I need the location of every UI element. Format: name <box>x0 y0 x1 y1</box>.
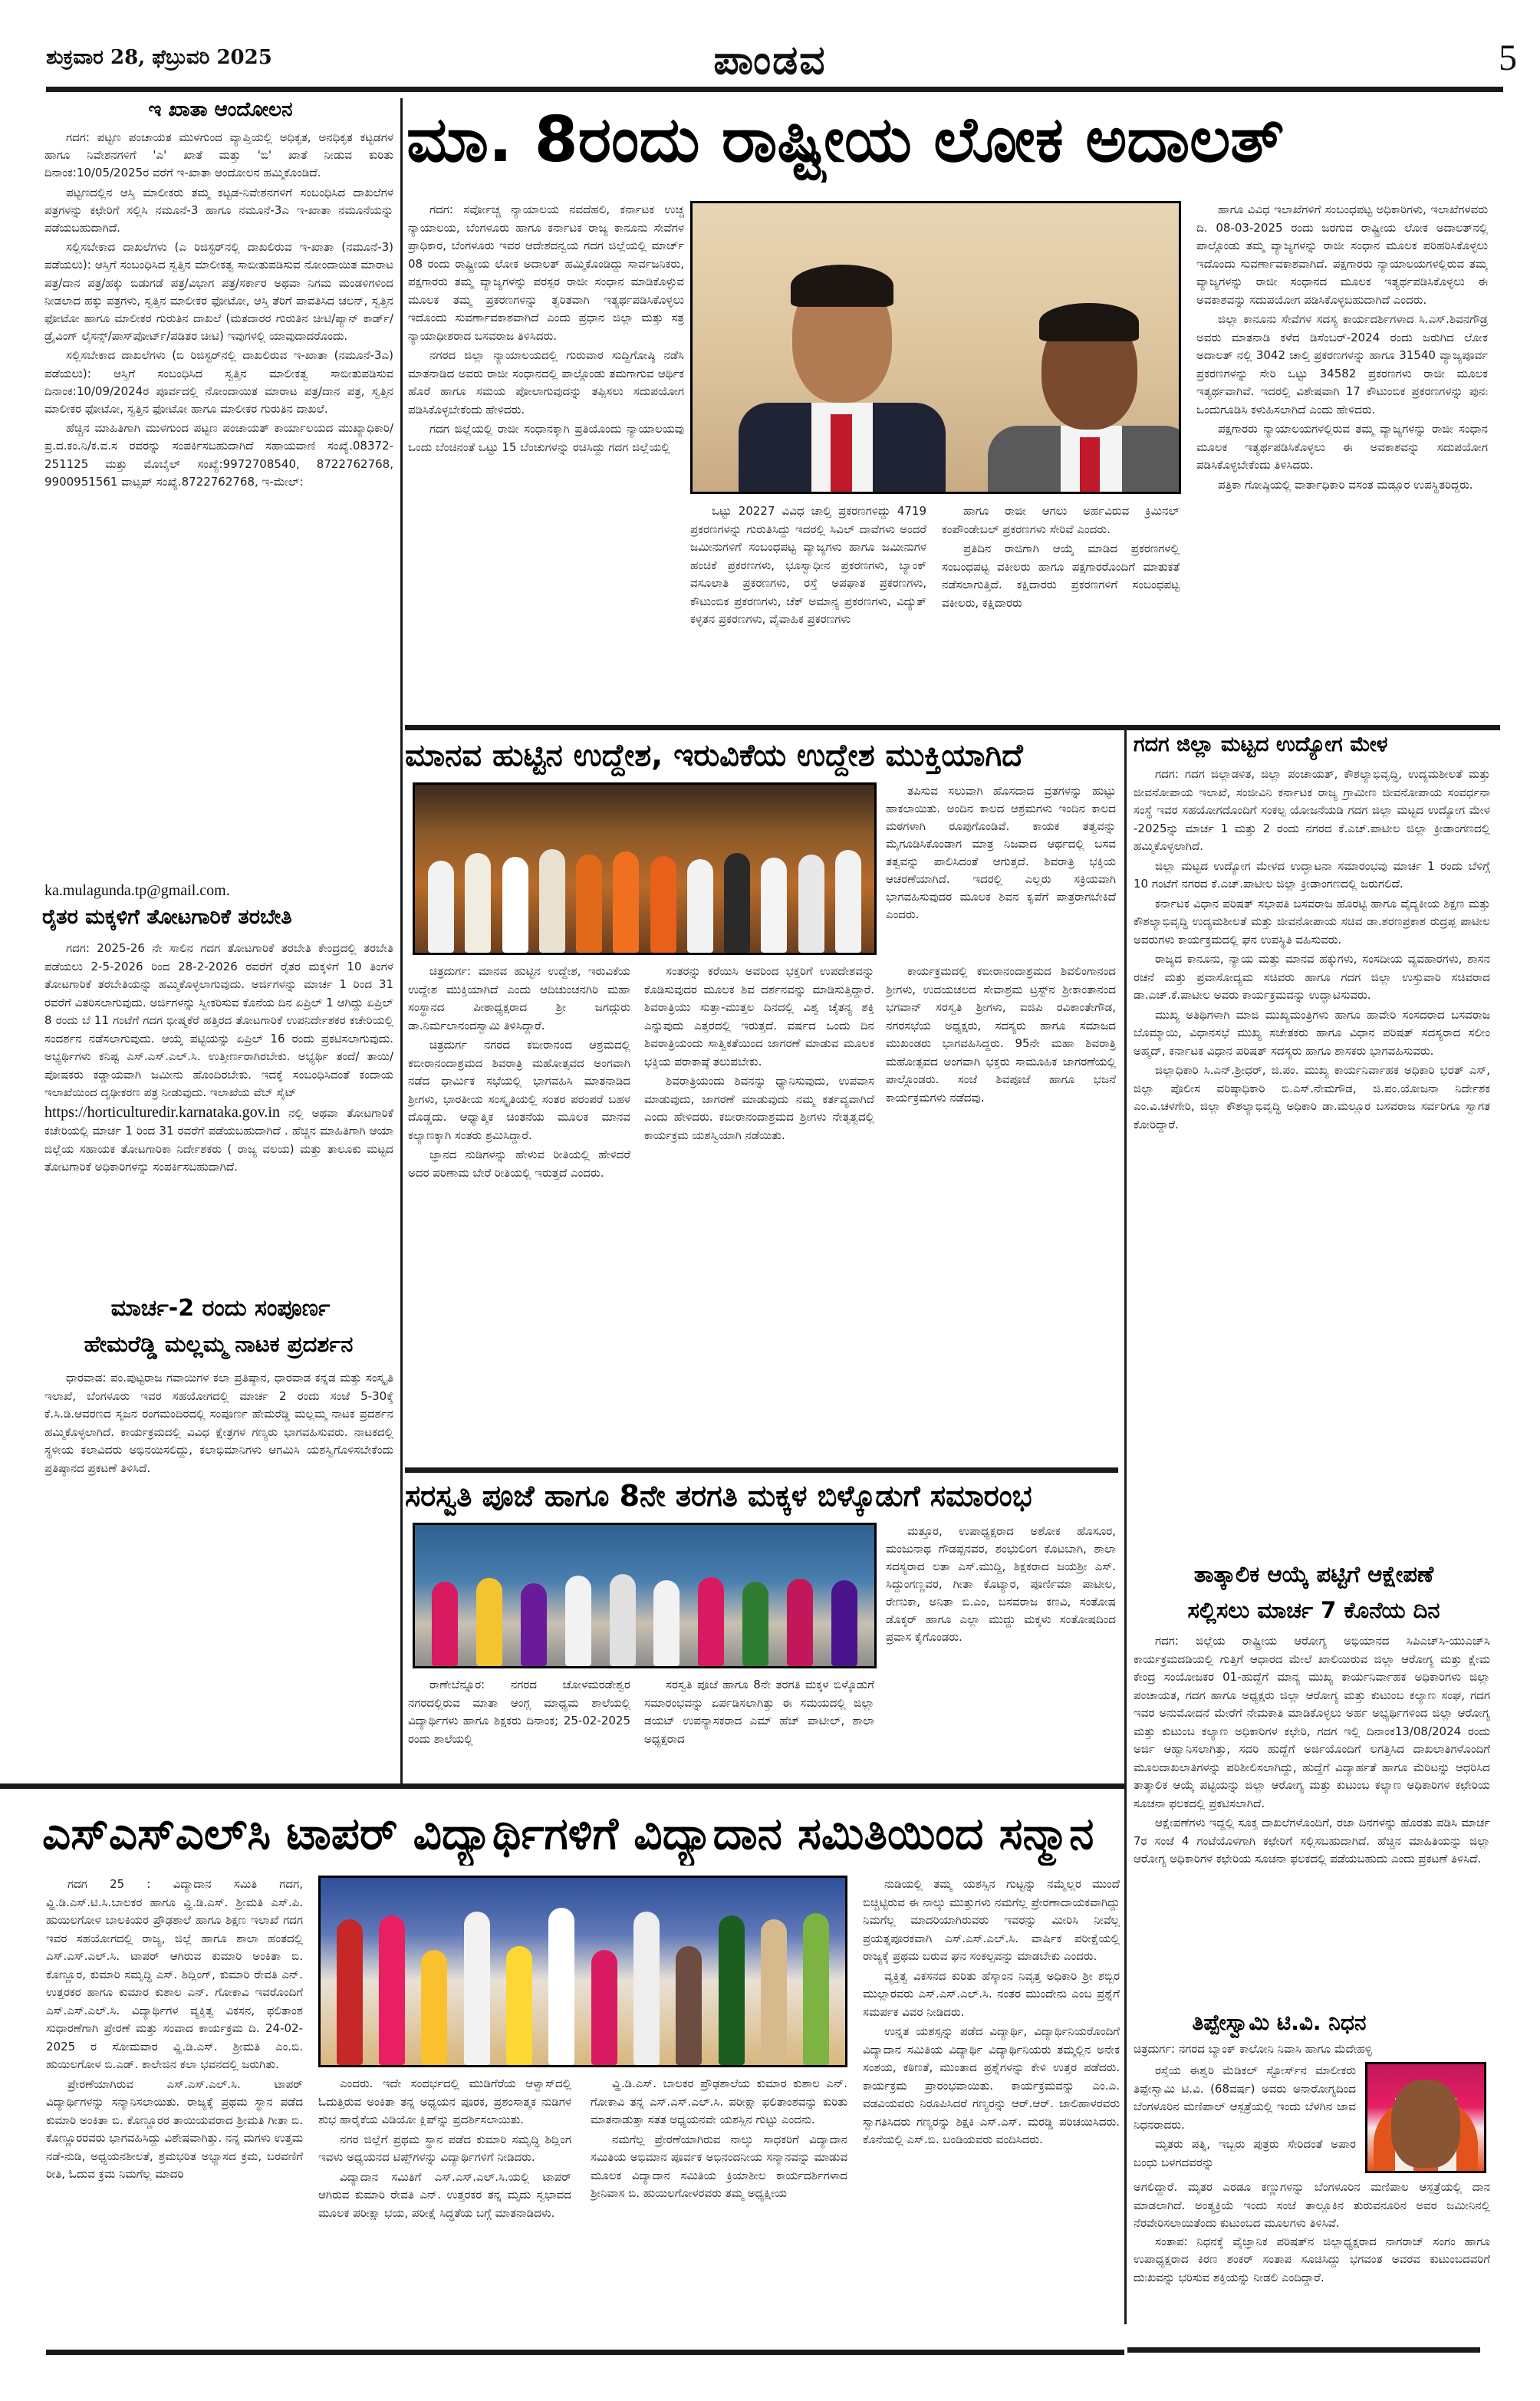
paragraph: ಹಾಗೂ ವಿವಿಧ ಇಲಾಖೆಗಳಿಗೆ ಸಂಬಂಧಪಟ್ಟ ಅಧಿಕಾರಿಗಳು, ಇಲಾಖೆಗಳವರು ದಿ. 08-03-2025 ರಂದು ಜರಗುವ ರಾಷ್ಟ್ರೀಯ ಲೋಕ ಅದಾಲತ್‌ನಲ್ಲಿ ಪಾಲ್ಗೊಂಡು ತಮ್ಮ ವ್ಯಾಜ್ಯಗಳನ್ನು ರಾಜೀ ಸಂಧಾನ ಮೂಲಕ ಪರಿಹರಿಸಿಕೊಳ್ಳಲು ಇದೊಂದು ಸುವರ್ಣಾವಕಾಶವಾಗಿದೆ. ಪಕ್ಷಗಾರರು ನ್ಯಾಯಾಲಯಗಳಲ್ಲಿರುವ ತಮ್ಮ ವ್ಯಾಜ್ಯಗಳನ್ನು ರಾಜೀ ಸಂಧಾನದ ಮೂಲಕ ಇತ್ಯರ್ಥಪಡಿಸಿಕೊಳ್ಳಲು ಈ ಅವಕಾಶವನ್ನು ಸದುಪಯೋಗ ಪಡಿಸಿಕೊಳ್ಳಬಹುದಾಗಿದೆ ಎಂದರು. <box>1196 203 1488 307</box>
article-column <box>644 1676 874 1776</box>
headline-lok-adalat: ಮಾ. 8ರಂದು ರಾಷ್ಟ್ರೀಯ ಲೋಕ ಅದಾಲತ್ <box>406 104 1285 176</box>
section-rule <box>46 2350 1124 2355</box>
paragraph: ಸಲ್ಲಿಸಬೇಕಾದ ದಾಖಲೆಗಳು (ಎ ರಿಜಿಸ್ಟರ್‌ನಲ್ಲಿ ದಾಖಲಿರುವ ಇ-ಖಾತಾ (ನಮೂನೆ-3) ಪಡೆಯಲು): ಆಸ್ತಿಗೆ ಸಂಬಂಧಿಸಿದ ಸ್ವತ್ತಿನ ಮಾಲೀಕತ್ವ ಸಾಬೀತುಪಡಿಸುವ ನೋಂದಾಯಿತ ಮಾರಾಟ ಪತ್ರ/ದಾನ ಪತ್ರ/ಹಕ್ಕು ಬಿಡುಗಡೆ ಪತ್ರ/ವಿಭಾಗ ಪತ್ರ/ಸರ್ಕಾರ ಅಥವಾ ನಿಗಮ ಮಂಡಳಿಗಳಿಂದ ನೀಡಲಾದ ಹಕ್ಕು ಪತ್ರಗಳು, ಸ್ವತ್ತಿನ ಮಾಲೀಕರ ಫೋಟೋ, ಆಸ್ತಿ ತೆರಿಗೆ ಪಾವತಿಸಿದ ಚಲನ್, ಸ್ವತ್ತಿನ ಫೋಟೋ ಹಾಗೂ ಮಾಲೀಕರ ಗುರುತಿನ ದಾಖಲೆ (ಮತದಾರರ ಗುರುತಿನ ಚೀಟಿ/ಪ್ಯಾನ್ ಕಾರ್ಡ್/ಡ್ರೈವಿಂಗ್ ಲೈಸನ್ಸ್/ಪಾಸ್‌ಪೋರ್ಟ್/ಪಡಿತರ ಚೀಟಿ) ಇವುಗಳಲ್ಲಿ ಯಾವುದಾದರೊಂದು. <box>44 240 393 344</box>
school-function-photo <box>413 1523 877 1668</box>
paragraph: ವ್ಯಕ್ತಿತ್ವ ವಿಕಸನದ ಕುರಿತು ಹೆಸ್ಕಾಂನ ನಿವೃತ್ತ ಅಧಿಕಾರಿ ಶ್ರೀ ಶಬ್ಬಿರ ಮುಲ್ಲಾರವರು ಎಸ್.ಎಸ್.ಎಲ್.ಸಿ. ನಂತರ ಮುಂದೇನು ಎಂಬ ಪ್ರಶ್ನೆಗೆ ಸಮರ್ಪಕ ವಿವರ ನೀಡಿದರು. <box>863 1968 1120 2019</box>
article-body <box>1134 1632 1490 2008</box>
paragraph: ಅಗಲಿದ್ದಾರೆ. ಮೃತರ ಎರಡೂ ಕಣ್ಣುಗಳನ್ನು ಬೆಂಗಳೂರಿನ ಮಣಿಪಾಲ ಆಸ್ಪತ್ರೆಯಲ್ಲಿ ದಾನ ಮಾಡಲಾಗಿದೆ. ಅಂತ್ಯಕ್ರಿಯೆ ಇಂದು ಸಂಜೆ ತಾಲ್ಲೂಕಿನ ತುರುವನೂರಿನ ಅವರ ಜಮೀನಿನಲ್ಲಿ ನೆರವೇರಿಸಲಾಯಿತೆಂದು ಕುಟುಂಬದ ಮೂಲಗಳು ತಿಳಿಸಿವೆ. <box>1134 2180 1490 2230</box>
paragraph: ನಗರ ಜಿಲ್ಲೆಗೆ ಪ್ರಥಮ ಸ್ಥಾನ ಪಡೆದ ಕುಮಾರಿ ಸಮೃದ್ಧಿ ಶಿದ್ಲಿಂಗ ಇವಳು ಅಧ್ಯಯನದ ಟಿಪ್ಸ್‌ಗಳನ್ನು ವಿದ್ಯಾರ್ಥಿಗಳಿಗೆ ನೀಡಿದರು. <box>318 2132 571 2164</box>
column-divider <box>400 98 403 1786</box>
headline-udyoga-mela: ಗದಗ ಜಿಲ್ಲಾ ಮಟ್ಟದ ಉದ್ಯೋಗ ಮೇಳ <box>1134 733 1388 756</box>
headline-objection-line2: ಸಲ್ಲಿಸಲು ಮಾರ್ಚ 7 ಕೊನೆಯ ದಿನ <box>1187 1597 1440 1623</box>
press-meet-photo <box>690 201 1181 494</box>
paragraph: ರಾಣೇಬೆನ್ನೂರ: ನಗರದ ಚೋಳಮರಡೇಶ್ವರ ನಗರದಲ್ಲಿರುವ ಮಾತಾ ಆಂಗ್ಲ ಮಾಧ್ಯಮ ಶಾಲೆಯಲ್ಲಿ ವಿದ್ಯಾರ್ಥಿಗಳು ಹಾಗೂ ಶಿಕ್ಷಕರು ದಿನಾಂಕ; 25-02-2025 ರಂದು ಶಾಲೆಯಲ್ಲಿ <box>408 1678 630 1746</box>
headline-saraswati: ಸರಸ್ವತಿ ಪೂಜೆ ಹಾಗೂ 8ನೇ ತರಗತಿ ಮಕ್ಕಳ ಬಿಳ್ಕೊಡುಗೆ ಸಮಾರಂಭ <box>405 1479 1032 1513</box>
crowd-figures <box>415 827 874 953</box>
paragraph: ಸಲ್ಲಿಸಬೇಕಾದ ದಾಖಲೆಗಳು (ಬಿ ರಿಜಿಸ್ಟರ್‌ನಲ್ಲಿ ದಾಖಲಿರುವ ಇ-ಖಾತಾ (ನಮೂನೆ-3ಎ) ಪಡೆಯಲು): ಆಸ್ತಿಗೆ ಸಂಬಂಧಿಸಿದ ಸ್ವತ್ತಿನ ಮಾಲೀಕತ್ವ ಸಾಬೀತುಪಡಿಸುವ ದಿನಾಂಕ:10/09/2024ರ ಪೂರ್ವದಲ್ಲಿ ನೋಂದಾಯಿತ ಮಾರಾಟ ಪತ್ರ/ದಾನ ಪತ್ರ, ಸ್ವತ್ತಿನ ಮಾಲೀಕರ ಫೋಟೋ, ಸ್ವತ್ತಿನ ಫೋಟೋ ಹಾಗೂ ಮಾಲೀಕರ ಗುರುತಿನ ದಾಖಲೆ. <box>44 348 393 417</box>
paragraph: ಮತ್ತೂರ, ಉಪಾಧ್ಯಕ್ಷರಾದ ಅಶೋಕ ಹೊಸೂರ, ಮಂಜುನಾಥ ಗೌಡಪ್ಪನವರ, ಶಂಭುಲಿಂಗ ಕೊಟಬಾಗಿ, ಶಾಲಾ ಸದಸ್ಯರಾದ ಲತಾ ಎಸ್.ಮುದ್ದಿ, ಶಿಕ್ಷಕರಾದ ಜಯಶ್ರೀ ಎಸ್. ಸಿದ್ದುಂಗಣ್ಣವರ, ಗೀತಾ ಕೊಟ್ಯಾರ, ಪೂರ್ಣಿಮಾ ಪಾಟೀಲ, ರೇಣುಕಾ, ಅನಿತಾ ಬಿ.ಎಂ, ಬಸವರಾಜ ಕಣವಿ, ಸಂತೋಷ ಡೊಕ್ಕರ್ ಹಾಗೂ ಎಲ್ಲಾ ಮುದ್ದು ಮಕ್ಕಳು ಸಂತೋಷದಿಂದ ಪ್ರವಾಸ ಕೈಗೊಂಡರು. <box>886 1524 1116 1644</box>
paragraph: ರಾಜ್ಯದ ಕಾನೂನು, ನ್ಯಾಯ ಮತ್ತು ಮಾನವ ಹಕ್ಕುಗಳು, ಸಂಸದೀಯ ವ್ಯವಹಾರಗಳು, ಶಾಸನ ರಚನೆ ಮತ್ತು ಪ್ರವಾಸೋದ್ಯಮ ಸಚಿವರು ಹಾಗೂ ಗದಗ ಜಿಲ್ಲಾ ಉಸ್ತುವಾರಿ ಸಚಿವರಾದ ಡಾ.ಎಚ್.ಕೆ.ಪಾಟೀಲ ಅವರು ಕಾರ್ಯಕ್ರಮವನ್ನು ಉದ್ಘಾಟಿಸುವರು. <box>1134 952 1490 1002</box>
paragraph: ಗದಗ: ಗದಗ ಜಿಲ್ಲಾಡಳಿತ, ಜಿಲ್ಲಾ ಪಂಚಾಯತ್, ಕೌಶಲ್ಯಾಭಿವೃದ್ಧಿ, ಉದ್ಯಮಶೀಲತೆ ಮತ್ತು ಜೀವನೋಪಾಯ ಇಲಾಖೆ, ಸಂಜೀವಿನಿ ಕರ್ನಾಟಕ ರಾಜ್ಯ ಗ್ರಾಮೀಣ ಜೀವನೋಪಾಯ ಸಂವರ್ಧನಾ ಸಂಸ್ಥೆ ಇವರ ಸಹಯೋಗದೊಂದಿಗೆ ಸಂಕಲ್ಪ ಯೋಜನೆಯಡಿ ಗದಗ ಜಿಲ್ಲಾ ಮಟ್ಟದ ಉದ್ಯೋಗ ಮೇಳ -2025ನ್ನು ಮಾರ್ಚ 1 ಮತ್ತು 2 ರಂದು ನಗರದ ಕೆ.ಎಚ್.ಪಾಟೀಲ ಜಿಲ್ಲಾ ಕ್ರೀಡಾಂಗಣದಲ್ಲಿ ಹಮ್ಮಿಕೊಳ್ಳಲಾಗಿದೆ. <box>1134 767 1490 853</box>
sslc-felicitation-photo <box>318 1876 847 2067</box>
paragraph: ಚಿತ್ರದುರ್ಗ ನಗರದ ಕಬೀರಾನಂದ ಆಶ್ರಮದಲ್ಲಿ ಕಬೀರಾನಂದಾಶ್ರಮದ ಶಿವರಾತ್ರಿ ಮಹೋತ್ಸವದ ಅಂಗವಾಗಿ ನಡೆದ ಧಾರ್ಮಿಕ ಸಭೆಯಲ್ಲಿ ಭಾಗವಹಿಸಿ ಮಾತನಾಡಿದ ಶ್ರೀಗಳು, ಭಾರತೀಯ ಸಂಸ್ಕೃತಿಯಲ್ಲಿ ಸಂತರ ಪರಂಪರೆ ಬಹಳ ದೊಡ್ಡದು. ಆಧ್ಯಾತ್ಮಿಕ ಚಿಂತನೆಯ ಮೂಲಕ ಮಾನವ ಕಲ್ಯಾಣಕ್ಕಾಗಿ ಸಂತರು ಶ್ರಮಿಸಿದ್ದಾರೆ. <box>408 1038 630 1142</box>
paragraph: ಪಕ್ಷಗಾರರು ನ್ಯಾಯಾಲಯಗಳಲ್ಲಿರುವ ತಮ್ಮ ವ್ಯಾಜ್ಯಗಳನ್ನು ರಾಜೀ ಸಂಧಾನ ಮೂಲಕ ಇತ್ಯರ್ಥಪಡಿಸಿಕೊಳ್ಳಲು ಈ ಅವಕಾಶವನ್ನು ಸದುಪಯೋಗ ಪಡಿಸಿಕೊಳ್ಳಬೇಕೆಂದು ತಿಳಿಸಿದರು. <box>1196 422 1488 472</box>
paragraph: ಧಾರವಾಡ: ಪಂ.ಪುಟ್ಟರಾಜ ಗವಾಯಿಗಳ ಕಲಾ ಪ್ರತಿಷ್ಠಾನ, ಧಾರವಾಡ ಕನ್ನಡ ಮತ್ತು ಸಂಸ್ಕೃತಿ ಇಲಾಖೆ, ಬೆಂಗಳೂರು ಇವರ ಸಹಯೋಗದಲ್ಲಿ ಮಾರ್ಚ 2 ರಂದು ಸಂಜೆ 5-30ಕ್ಕೆ ಕೆ.ಸಿ.ಡಿ.ಆವರಣದ ಸೃಜನ ರಂಗಮಂದಿರದಲ್ಲಿ ಸಂಪೂರ್ಣ ಹೇಮರೆಡ್ಡಿ ಮಲ್ಲಮ್ಮ ನಾಟಕ ಪ್ರದರ್ಶನ ಹಮ್ಮಿಕೊಳ್ಳಲಾಗಿದೆ. ಕಾರ್ಯಕ್ರಮದಲ್ಲಿ ವಿವಿಧ ಕ್ಷೇತ್ರಗಳ ಗಣ್ಯರು ಭಾಗವಹಿಸುವರು. ನಾಟಕದಲ್ಲಿ ಸ್ಥಳೀಯ ಕಲಾವಿದರು ಅಭಿನಯಿಸಲಿದ್ದು, ಕಲಾಭಿಮಾನಿಗಳು ಆಗಮಿಸಿ ಯಶಸ್ವಿಗೊಳಿಸಬೇಕೆಂದು ಪ್ರತಿಷ್ಠಾನದ ಪ್ರಕಟಣೆ ತಿಳಿಸಿದೆ. <box>44 1371 393 1475</box>
paragraph: ಕರ್ನಾಟಕ ವಿಧಾನ ಪರಿಷತ್ ಸಭಾಪತಿ ಬಸವರಾಜ ಹೊರಟ್ಟಿ ಹಾಗೂ ವೈದ್ಯಕೀಯ ಶಿಕ್ಷಣ ಮತ್ತು ಕೌಶಲ್ಯಾಭಿವೃದ್ಧಿ ಉದ್ಯಮಶೀಲತೆ ಮತ್ತು ಜೀವನೋಪಾಯ ಸಚಿವ ಡಾ.ಶರಣಪ್ರಕಾಶ ರುದ್ರಪ್ಪ ಪಾಟೀಲ ಅವರುಗಳು ಕಾರ್ಯಕ್ರಮದಲ್ಲಿ ಘನ ಉಪಸ್ಥಿತಿ ವಹಿಸುವರು. <box>1134 896 1490 947</box>
article-column <box>886 963 1116 1461</box>
paragraph: ಜ್ಞಾನದ ನುಡಿಗಳನ್ನು ಹೇಳುವ ರೀತಿಯಲ್ಲಿ ಹೇಳಿದರೆ ಅದರ ಪರಿಣಾಮ ಬೇರೆ ರೀತಿಯಲ್ಲಿ ಇರುತ್ತದೆ ಎಂದರು. <box>408 1148 630 1180</box>
article-body <box>44 129 393 884</box>
headline-e-khata: ಇ ಖಾತಾ ಆಂದೋಲನ <box>148 98 293 121</box>
crowd-figures <box>321 1925 845 2065</box>
paragraph: ಶಿವರಾತ್ರಿಯಂದು ಶಿವನನ್ನು ಧ್ಯಾನಿಸುವುದು, ಉಪವಾಸ ಮಾಡುವುದು, ಜಾಗರಣೆ ಮಾಡುವುದು ನಮ್ಮ ಕರ್ತವ್ಯವಾಗಿದೆ ಎಂದು ಹೇಳಿದರು. ಕಬೀರಾನಂದಾಶ್ರಮದ ಶ್ರೀಗಳು ನೇತೃತ್ವದಲ್ಲಿ ಕಾರ್ಯಕ್ರಮ ಯಶಸ್ವಿಯಾಗಿ ನಡೆಯಿತು. <box>644 1074 874 1142</box>
paragraph: ಚಿತ್ರದುರ್ಗ: ಮಾನವ ಹುಟ್ಟಿನ ಉದ್ದೇಶ, ಇರುವಿಕೆಯ ಉದ್ದೇಶ ಮುಕ್ತಿಯಾಗಿದೆ ಎಂದು ಆದಿಚುಂಚನಗಿರಿ ಮಹಾ ಸಂಸ್ಥಾನದ ಪೀಠಾಧ್ಯಕ್ಷರಾದ ಶ್ರೀ ಜಗದ್ಗುರು ಡಾ.ನಿರ್ಮಲಾನಂದಸ್ವಾಮಿ ತಿಳಿಸಿದ್ದಾರೆ. <box>408 964 630 1033</box>
masthead-rule <box>46 87 1503 92</box>
paragraph: ನುಡಿಯಲ್ಲಿ ತಮ್ಮ ಯಶಸ್ಸಿನ ಗುಟ್ಟನ್ನು ನಮ್ಮೆಲ್ಲರ ಮುಂದೆ ಬಿಚ್ಚಿಟ್ಟಿರುವ ಈ ನಾಲ್ಕು ಮುತ್ತುಗಳು ನಮಗೆಲ್ಲ ಪ್ರೇರಣಾದಾಯಕವಾಗಿದ್ದು ನಿಮಗೆಲ್ಲ ಮಾದರಿಯಾಗಿರುವರು ಇವರನ್ನು ಮೀರಿಸಿ ನೀವೆಲ್ಲ ಪ್ರಯತ್ನಪೂರಕವಾಗಿ ಎಸ್.ಎಸ್.ಎಲ್.ಸಿ. ವಾರ್ಷಿಕ ಪರೀಕ್ಷೆಯಲ್ಲಿ ರಾಜ್ಯಕ್ಕೆ ಪ್ರಥಮ ಬರುವ ಘನ ಸಂಕಲ್ಪವನ್ನು ಮಾಡಬೇಕು ಎಂದರು. <box>863 1877 1120 1963</box>
headline-hemareddy-line2: ಹೇಮರೆಡ್ಡಿ ಮಲ್ಲಮ್ಮ ನಾಟಕ ಪ್ರದರ್ಶನ <box>84 1331 354 1357</box>
paragraph: ಮೃತರು ಪತ್ನಿ, ಇಬ್ಬರು ಪುತ್ರರು ಸೇರಿದಂತೆ ಅಪಾರ ಬಂಧು ಬಳಗದವರನ್ನು <box>1134 2137 1356 2169</box>
paragraph: ಕಾರ್ಯಕ್ರಮದಲ್ಲಿ ಕಬೀರಾನಂದಾಶ್ರಮದ ಶಿವಲಿಂಗಾನಂದ ಶ್ರೀಗಳು, ಉದಯಚಲದ ಸೇವಾಶ್ರಮ ಟ್ರಸ್ಟ್‌ನ ಶ್ರೀಕಾಂತಾನಂದ ಭಗವಾನ್ ಸರಸ್ವತಿ ಶ್ರೀಗಳು, ಐಜಿಪಿ ರವಿಕಾಂತೇಗೌಡ, ನಗರಸಭೆಯ ಅಧ್ಯಕ್ಷರು, ಸದಸ್ಯರು ಹಾಗೂ ಸಮಾಜದ ಮುಖಂಡರು ಭಾಗವಹಿಸಿದ್ದರು. 95ನೇ ಮಹಾ ಶಿವರಾತ್ರಿ ಮಹೋತ್ಸವದ ಅಂಗವಾಗಿ ಭಕ್ತರು ಸಾಮೂಹಿಕ ಜಾಗರಣೆಯಲ್ಲಿ ಪಾಲ್ಗೊಂಡರು. ಸಂಜೆ ಶಿವಪೂಜೆ ಹಾಗೂ ಭಜನೆ ಕಾರ್ಯಕ್ರಮಗಳು ನಡೆದವು. <box>886 964 1116 1105</box>
paragraph: ಆಕ್ಷೇಪಣೆಗಳು ಇದ್ದಲ್ಲಿ ಸೂಕ್ತ ದಾಖಲೆಗಳೊಂದಿಗೆ, ರಜಾ ದಿನಗಳನ್ನು ಹೊರತು ಪಡಿಸಿ ಮಾರ್ಚ 7ರ ಸಂಜೆ 4 ಗಂಟೆಯೊಳಗಾಗಿ ಕಛೇರಿಗೆ ಸಲ್ಲಿಸಬಹುದಾಗಿದೆ. ಹೆಚ್ಚಿನ ಮಾಹಿತಿಯನ್ನು ಜಿಲ್ಲಾ ಆರೋಗ್ಯ ಅಧಿಕಾರಿಗಳ ಕಛೇರಿಯ ಸೂಚನಾ ಫಲಕದಲ್ಲಿ ಪಡೆಯಬಹುದು ಎಂದು ಪ್ರಕಟಣೆ ತಿಳಿಸಿದೆ. <box>1134 1816 1490 1866</box>
paragraph: ನಮಗೆಲ್ಲ ಪ್ರೇರಣೆಯಾಗಿರುವ ನಾಲ್ಕು ಸಾಧಕರಿಗೆ ವಿದ್ಯಾದಾನ ಸಮಿತಿಯ ಅಭಿಮಾನ ಪೂರ್ವಕ ಅಭಿನಂದನೀಯ ಸನ್ಮಾನವನ್ನು ಮಾಡುವ ಮೂಲಕ ವಿದ್ಯಾದಾನ ಸಮಿತಿಯ ಕ್ರಿಯಾಶೀಲ ಕಾರ್ಯದರ್ಶಿಗಳಾದ ಶ್ರೀನಿವಾಸ ಬಿ. ಹುಯಿಲಗೋಳರವರು ತಮ್ಮ ಅಧ್ಯಕ್ಷೀಯ <box>591 2132 847 2200</box>
obituary-lead <box>1134 2040 1490 2062</box>
ashrama-event-photo <box>413 782 877 955</box>
article-column <box>318 2075 571 2347</box>
paragraph: ವಿದ್ಯಾದಾನ ಸಮಿತಿಗೆ ಎಸ್.ಎಸ್.ಎಲ್.ಸಿ.ಯಲ್ಲಿ ಟಾಪರ್ ಆಗಿರುವ ಕುಮಾರಿ ರೇವತಿ ಎನ್. ಉತ್ತರಕರ ತನ್ನ ಮೃದು ಸ್ವಭಾವದ ಮೂಲಕ ಪರೀಕ್ಷಾ ಭಯ, ಪರೀಕ್ಷೆ ಸಿದ್ಧತೆಯ ಬಗ್ಗೆ ಮಾತನಾಡಿದಳು. <box>318 2169 571 2220</box>
paragraph: ಸಂತರನ್ನು ಕರೆಯಿಸಿ ಅವರಿಂದ ಭಕ್ತರಿಗೆ ಉಪದೇಶವನ್ನು ಕೊಡಿಸುವುದರ ಮೂಲಕ ಶಿವ ದರ್ಶನವನ್ನು ಮಾಡಿಸುತ್ತಿದ್ದಾರೆ. ಶಿವರಾತ್ರಿಯು ಸುತ್ತಾ-ಮುತ್ತಲ ದಿನದಲ್ಲಿ ವಿಶ್ವ ಚೈತನ್ಯ ಶಕ್ತಿ ಎನ್ನುವುದು ಎತ್ತರದಲ್ಲಿ ಇರುತ್ತದೆ. ವರ್ಷದ ಒಂದು ದಿನ ಶಿವರಾತ್ರಿಯಂದು ಸಾತ್ವಿಕತೆಯಿಂದ ಜಾಗರಣೆ ಮಾಡುವ ಮೂಲಕ ಭಕ್ತಿಯ ಪರಾಕಾಷ್ಠೆ ತಲುಪಬೇಕು. <box>644 964 874 1069</box>
paragraph: ಸರಸ್ವತಿ ಪೂಜೆ ಹಾಗೂ 8ನೇ ತರಗತಿ ಮಕ್ಕಳ ಬಿಳ್ಕೊಡುಗೆ ಸಮಾರಂಭವನ್ನು ಏರ್ಪಡಿಸಲಾಗಿತ್ತು ಈ ಸಮಯದಲ್ಲಿ ಜಿಲ್ಲಾ ಡಯಟ್ ಉಪನ್ಯಾಸಕರಾದ ಎಮ್ ಹೆಚ್ ಪಾಟೀಲ್, ಶಾಲಾ ಅಧ್ಯಕ್ಷರಾದ <box>644 1678 874 1746</box>
paragraph: ಗದಗ: ಜಿಲ್ಲೆಯ ರಾಷ್ಟ್ರೀಯ ಆರೋಗ್ಯ ಅಭಿಯಾನದ ಸಿಪಿಎಚ್‌ಸಿ-ಯುಎಚ್‌ಸಿ ಕಾರ್ಯಕ್ರಮದಡಿಯಲ್ಲಿ ಗುತ್ತಿಗೆ ಆಧಾರದ ಮೇಲೆ ಖಾಲಿಯಿರುವ ಜಿಲ್ಲಾ ಆರೋಗ್ಯ ಮತ್ತು ಕ್ಷೇಮ ಕೇಂದ್ರ ಸಂಯೋಜಕರ 01-ಹುದ್ದೆಗೆ ಮಾನ್ಯ ಮುಖ್ಯ ಕಾರ್ಯನಿರ್ವಾಹಕ ಅಧಿಕಾರಿಗಳು ಜಿಲ್ಲಾ ಪಂಚಾಯತ, ಗದಗ ಹಾಗೂ ಅಧ್ಯಕ್ಷರು ಜಿಲ್ಲಾ ಆರೋಗ್ಯ ಮತ್ತು ಕುಟುಂಬ ಕಲ್ಯಾಣ ಸಂಘ, ಗದಗ ಇವರ ಅನುಮೋದನೆ ಮೇರೆಗೆ ನೇಮಕಾತಿ ಮಾಡಿಕೊಳ್ಳಲು ಅರ್ಹ ಅಭ್ಯರ್ಥಿಗಳಿಂದ ಜಿಲ್ಲಾ ಆರೋಗ್ಯ ಮತ್ತು ಕುಟುಂಬ ಕಲ್ಯಾಣ ಅಧಿಕಾರಿಗಳ ಕಛೇರಿ, ಗದಗ ಇಲ್ಲಿ ದಿನಾಂಕ13/08/2024 ರಂದು ಅರ್ಜಿ ಆಹ್ವಾನಿಸಲಾಗಿತ್ತು, ಸದರಿ ಹುದ್ದೆಗೆ ಅರ್ಜಿಯೊಂದಿಗೆ ಲಗತ್ತಿಸಿದ ದಾಖಲಾತಿಗಳೊಂದಿಗೆ ಮೂಲದಾಖಲಾತಿಗಳನ್ನು ಪರಿಶೀಲಿಸಲಾಗಿದ್ದು, ಹುದ್ದೆಗೆ ವಿದ್ಯಾರ್ಹತೆ ಹಾಗೂ ಮೆರಿಟನ್ನು ಆಧರಿಸಿದ ತಾತ್ಕಾಲಿಕ ಆಯ್ಕೆ ಪಟ್ಟಿಯನ್ನು ಜಿಲ್ಲಾ ಆರೋಗ್ಯ ಮತ್ತು ಕುಟುಂಬ ಕಲ್ಯಾಣ ಅಧಿಕಾರಿಗಳ ಕಛೇರಿಯ ಸೂಚನಾ ಫಲಕದಲ್ಲಿ ಪ್ರಕಟಿಸಲಾಗಿದೆ. <box>1134 1634 1490 1810</box>
person-figure <box>723 249 953 494</box>
article-column <box>591 2075 847 2347</box>
paragraph: ಗದಗ: ಸರ್ವೋಚ್ಚ ನ್ಯಾಯಾಲಯ ನವದೆಹಲಿ, ಕರ್ನಾಟಕ ಉಚ್ಚ ನ್ಯಾಯಾಲಯ, ಬೆಂಗಳೂರು ಹಾಗೂ ಕರ್ನಾಟಕ ರಾಜ್ಯ ಕಾನೂನು ಸೇವೆಗಳ ಪ್ರಾಧಿಕಾರ, ಬೆಂಗಳೂರು ಇವರ ಆದೇಶದನ್ವಯ ಗದಗ ಜಿಲ್ಲೆಯಲ್ಲಿ ಮಾರ್ಚ್ 08 ರಂದು ರಾಷ್ಟ್ರೀಯ ಲೋಕ ಅದಾಲತ್ ಹಮ್ಮಿಕೊಂಡಿದ್ದು ಸಾರ್ವಜನಿಕರು, ಪಕ್ಷಗಾರರು ತಮ್ಮ ವ್ಯಾಜ್ಯಗಳನ್ನು ಪರಸ್ಪರ ರಾಜೀ ಸಂಧಾನ ಮಾಡಿಕೊಳ್ಳುವ ಮೂಲಕ ತಮ್ಮ ಪ್ರಕರಣಗಳನ್ನು ತ್ವರಿತವಾಗಿ ಇತ್ಯರ್ಥಪಡಿಸಿಕೊಳ್ಳಲು ಇದೊಂದು ಸುವರ್ಣಾವಕಾಶವಾಗಿದೆ ಎಂದು ಪ್ರಧಾನ ಜಿಲ್ಲಾ ಮತ್ತು ಸತ್ರ ನ್ಯಾಯಾಧೀಶರಾದ ಬಸವರಾಜ ತಿಳಿಸಿದರು. <box>408 203 684 343</box>
paragraph: ಪ್ರತಿದಿನ ರಾಜಿಗಾಗಿ ಆಯ್ಕೆ ಮಾಡಿದ ಪ್ರಕರಣಗಳಲ್ಲಿ ಸಂಬಂಧಪಟ್ಟ ವಕೀಲರು ಹಾಗೂ ಪಕ್ಷಗಾರರೊಂದಿಗೆ ಮಾತುಕತೆ ನಡೆಸಲಾಗುತ್ತಿದೆ. ಕಕ್ಷಿದಾರರು ಪ್ರಕರಣಗಳಿಗೆ ಸಂಬಂಧಪಟ್ಟ ವಕೀಲರು, ಕಕ್ಷಿದಾರರು <box>942 542 1180 610</box>
paragraph: ಹೆಚ್ಚಿನ ಮಾಹಿತಿಗಾಗಿ ಮುಳಗುಂದ ಪಟ್ಟಣ ಪಂಚಾಯತ್ ಕಾರ್ಯಾಲಯದ ಮುಖ್ಯಾಧಿಕಾರಿ/ಪ್ರ.ದ.ಕಂ.ನಿ/ಕ.ವ.ಸ ರವರನ್ನು ಸಂಪರ್ಕಿಸಬಹುದಾಗಿದೆ ಸಹಾಯವಾಣಿ ಸಂಖ್ಯೆ.08372-251125 ಮತ್ತು ಮೊಬೈಲ್ ಸಂಖ್ಯೆ:9972708540, 8722762768, 9900951561 ವಾಟ್ಸಪ್ ಸಂಖ್ಯೆ.8722762768, ಇ-ಮೇಲ್: <box>44 421 393 489</box>
article-column <box>408 963 630 1461</box>
section-rule <box>0 1783 1124 1789</box>
paragraph: ಜಿಲ್ಲಾಧಿಕಾರಿ ಸಿ.ಎನ್.ಶ್ರೀಧರ್, ಜಿ.ಪಂ. ಮುಖ್ಯ ಕಾರ್ಯನಿರ್ವಾಹಕ ಅಧಿಕಾರಿ ಭರತ್ ಎಸ್, ಜಿಲ್ಲಾ ಪೊಲೀಸ ವರಿಷ್ಠಾಧಿಕಾರಿ ಬಿ.ಎಸ್.ನೇಮಗೌಡ, ಜಿ.ಪಂ.ಯೋಜನಾ ನಿರ್ದೇಶಕ ಎಂ.ವಿ.ಚಳಗೇರಿ, ಜಿಲ್ಲಾ ಕೌಶಲ್ಯಾಭಿವೃದ್ಧಿ ಅಧಿಕಾರಿ ಡಾ.ಮಲ್ಲೂರ ಬಸವರಾಜ ಸರ್ವರಿಗೂ ಸ್ವಾಗತ ಕೋರಿದ್ದಾರೆ. <box>1134 1063 1490 1131</box>
paragraph: ಎಂದರು. ಇದೇ ಸಂದರ್ಭದಲ್ಲಿ ಮುಡಿಗೆರೆಯ ಆಳ್ವಾಸ್‌ದಲ್ಲಿ ಓದುತ್ತಿರುವ ಅಂಕಿತಾ ತನ್ನ ಅಧ್ಯಯನ ಪೂರಕ, ಪ್ರಶಂಸಾತ್ಮಕ ನುಡಿಗಳ ಶುಭ ಹಾರೈಕೆಯ ವಿಡಿಯೋ ಕ್ಲಿಪ್‌ನ್ನು ಪ್ರದರ್ಶಿಸಲಾಯಿತು. <box>318 2077 571 2126</box>
article-column <box>886 1523 1116 1668</box>
headline-sslc: ಎಸ್‌ಎಸ್‌ಎಲ್‌ಸಿ ಟಾಪರ್ ವಿದ್ಯಾರ್ಥಿಗಳಿಗೆ ವಿದ್ಯಾದಾನ ಸಮಿತಿಯಿಂದ ಸನ್ಮಾನ <box>42 1807 1094 1859</box>
column-divider <box>1124 1795 1127 2324</box>
paragraph: ಸಂತಾಪ: ನಿಧನಕ್ಕೆ ವೈಜ್ಞಾನಿಕ ಪರಿಷತ್‌ನ ಜಿಲ್ಲಾಧ್ಯಕ್ಷರಾದ ನಾಗರಾಜ್ ಸಂಗಂ ಹಾಗೂ ಉಪಾಧ್ಯಕ್ಷರಾದ ಕಿರಣ ಶಂಕರ್ ಸಂತಾಪ ಸೂಚಿಸಿದ್ದು ಭಗವಂತ ಅವರವ ಕುಟುಂಬದವರಿಗೆ ದುಃಖವನ್ನು ಭರಿಸುವ ಶಕ್ತಿಯನ್ನು ನೀಡಲಿ ಎಂದಿದ್ದಾರೆ. <box>1134 2234 1490 2284</box>
paragraph: ಹಾಗೂ ರಾಜೀ ಆಗಲು ಅರ್ಹವಿರುವ ಕ್ರಿಮಿನಲ್ ಕಂಪೌಂಡೇಬಲ್ ಪ್ರಕರಣಗಳು ಸೇರಿವೆ ಎಂದರು. <box>942 504 1180 536</box>
headline-obituary: ತಿಪ್ಪೇಸ್ವಾಮಿ ಟಿ.ವಿ. ನಿಧನ <box>1192 2010 1367 2035</box>
paragraph: ಗದಗ ಜಿಲ್ಲೆಯಲ್ಲಿ ರಾಜೀ ಸಂಧಾನಕ್ಕಾಗಿ ಪ್ರತಿಯೊಂದು ನ್ಯಾಯಾಲಯವು ಒಂದು ಬೆಂಚಿನಂತೆ ಒಟ್ಟು 15 ಬೆಂಚುಗಳನ್ನು ರಚಿಸಿದ್ದು ಗದಗ ಜಿಲ್ಲೆಯಲ್ಲಿ <box>408 422 684 454</box>
article-column <box>1134 2179 1490 2343</box>
headline-manava: ಮಾನವ ಹುಟ್ಟಿನ ಉದ್ದೇಶ, ಇರುವಿಕೆಯ ಉದ್ದೇಶ ಮುಕ್ತಿಯಾಗಿದೆ <box>405 738 1023 773</box>
paragraph: ರಸ್ತೆಯ ಈಶ್ವರಿ ಮೆಡಿಕಲ್ ಸ್ಟೋರ್ಸ್‌ನ ಮಾಲೀಕರು ತಿಪ್ಪೇಸ್ವಾಮಿ ಟಿ.ವಿ. (68ವರ್ಷ) ಅವರು ಅನಾರೋಗ್ಯದಿಂದ ಬೆಂಗಳೂರಿನ ಮಣಿಪಾಲ್ ಆಸ್ಪತ್ರೆಯಲ್ಲಿ ಇಂದು ಬೆಳಗಿನ ಜಾವ ನಿಧನರಾದರು. <box>1134 2063 1356 2132</box>
paragraph: ಜಿಲ್ಲಾ ಮಟ್ಟದ ಉದ್ಯೋಗ ಮೇಳದ ಉದ್ಘಾಟನಾ ಸಮಾರಂಭವು ಮಾರ್ಚ 1 ರಂದು ಬೆಳಿಗ್ಗೆ 10 ಗಂಟೆಗೆ ನಗರದ ಕೆ.ಎಚ್.ಪಾಟೀಲ ಜಿಲ್ಲಾ ಕ್ರೀಡಾಂಗಣದಲ್ಲಿ ಜರುಗಲಿದೆ. <box>1134 858 1490 891</box>
paragraph: ಪತ್ರಿಕಾ ಗೋಷ್ಠಿಯಲ್ಲಿ ವಾರ್ತಾಧಿಕಾರಿ ವಸಂತ ಮಡ್ಲೂರ ಉಪಸ್ಥಿತರಿದ್ದರು. <box>1218 477 1473 492</box>
newspaper-title: ಪಾಂಡವ <box>713 37 827 84</box>
paragraph: ಉನ್ನತ ಯಶಸ್ಸನ್ನು ಪಡೆದ ವಿದ್ಯಾರ್ಥಿ, ವಿದ್ಯಾರ್ಥಿನಿಯರೊಂದಿಗೆ ವಿದ್ಯಾದಾನ ಸಮಿತಿಯ ವಿದ್ಯಾರ್ಥಿ ವಿದ್ಯಾರ್ಥಿನಿಯರು ತಮ್ಮಲ್ಲಿನ ಅನೇಕ ಸಂಶಯ, ಕಠಿಣತೆ, ಮುಂತಾದ ಪ್ರಶ್ನೆಗಳನ್ನು ಕೇಳಿ ಉತ್ತರ ಪಡೆದರು. ಕಾರ್ಯಕ್ರಮ ಪ್ರಾರಂಭವಾಯಿತು. ಕಾರ್ಯಕ್ರಮವನ್ನು ಎಂ.ಎ. ವಡವಿಯವರು ನಿರೂಪಿಸಿದರೆ ಗಣ್ಯರನ್ನು ಆರ್.ಆರ್. ಜಾಲಿಹಾಳರವರು ಸ್ವಾಗತಿಸಿದರು ಗಣ್ಯರನ್ನು ಶಿಕ್ಷಕಿ ಎಸ್.ಎಸ್. ಮರಡ್ಡಿ ಪರಿಚಯಿಸಿದರು. ಕೊನೆಯಲ್ಲಿ ಎಸ್.ಬಿ. ಬಂಡಿಯವರು ವಂದಿಸಿದರು. <box>863 2024 1120 2146</box>
contact-email[interactable]: ka.mulagunda.tp@gmail.com. <box>44 882 230 899</box>
column-divider <box>1124 729 1127 1795</box>
article-column <box>644 963 874 1461</box>
article-body <box>44 940 393 1254</box>
paragraph: ತಪಿಸುವ ಸಲುವಾಗಿ ಹೊಸದಾದ ವ್ರತಗಳನ್ನು ಹುಟ್ಟು ಹಾಕಲಾಯಿತು. ಅಂದಿನ ಕಾಲದ ಆಶ್ರಮಗಳು ಇಂದಿನ ಕಾಲದ ಮಠಗಳಾಗಿ ರೂಪುಗೊಂಡಿವೆ. ಕಾಯಕ ತತ್ವವನ್ನು ಮೈಗೂಡಿಸಿಕೊಂಡಾಗ ಮಾತ್ರ ನಿಜವಾದ ಆರ್ಥದಲ್ಲಿ ಬಸವ ತತ್ವವನ್ನು ಪಾಲಿಸಿದಂತೆ ಆಗುತ್ತದೆ. ಶಿವರಾತ್ರಿ ಭಕ್ತಿಯ ಆಚರಣೆಯಾಗಿದೆ. ಇದರಲ್ಲಿ ಎಲ್ಲರು ಸಕ್ರಿಯವಾಗಿ ಭಾಗವಹಿಸುವುದರ ಮೂಲಕ ಶಿವನ ಕೃಪೆಗೆ ಪಾತ್ರರಾಗಬೇಕಿದೆ ಎಂದರು. <box>886 784 1116 921</box>
article-body <box>44 1369 393 1780</box>
article-column <box>690 502 926 721</box>
article-column <box>1134 2062 1356 2177</box>
obituary-portrait <box>1365 2062 1486 2173</box>
headline-objection-line1: ತಾತ್ಕಾಲಿಕ ಆಯ್ಕೆ ಪಟ್ಟಿಗೆ ಆಕ್ಷೇಪಣೆ <box>1193 1561 1434 1587</box>
paragraph: ಗದಗ: ಪಟ್ಟಣ ಪಂಚಾಯತ ಮುಳಗುಂದ ವ್ಯಾಪ್ತಿಯಲ್ಲಿ ಅಧಿಕೃತ, ಅನಧಿಕೃತ ಕಟ್ಟಡಗಳ ಹಾಗೂ ನಿವೇಶನಗಳಿಗೆ 'ಎ' ಖಾತೆ ಮತ್ತು 'ಬಿ' ಖಾತೆ ನೀಡುವ ಕುರಿತು ದಿನಾಂಕ:10/05/2025ರ ವರೆಗೆ ಇ-ಖಾತಾ ಆಂದೋಲನ ಹಮ್ಮಿಕೊಂಡಿದೆ. <box>44 130 393 180</box>
paragraph: ವ್ಹಿ.ಡಿ.ಎಸ್. ಬಾಲಕರ ಪ್ರೌಢಶಾಲೆಯ ಕುಮಾರ ಕುಶಾಲ ಎನ್. ಗೋಕಾವಿ ತನ್ನ ಎಸ್.ಎಸ್.ಎಲ್.ಸಿ. ಪರೀಕ್ಷಾ ಫಲಿತಾಂಶವನ್ನು ಕುರಿತು ಮಾತನಾಡುತ್ತಾ ಸತತ ಅಧ್ಯಯನವೇ ಯಶಸ್ಸಿನ ಗುಟ್ಟು ಎಂದನು. <box>591 2077 847 2126</box>
headline-horticulture: ರೈತರ ಮಕ್ಕಳಿಗೆ ತೋಟಗಾರಿಕೆ ತರಬೇತಿ <box>42 905 292 929</box>
article-body <box>1134 766 1490 1544</box>
headline-hemareddy-line1: ಮಾರ್ಚ-2 ರಂದು ಸಂಪೂರ್ಣ <box>110 1295 331 1322</box>
paragraph: ಪಟ್ಟಣದಲ್ಲಿನ ಆಸ್ತಿ ಮಾಲೀಕರು ತಮ್ಮ ಕಟ್ಟಡ-ನಿವೇಶನಗಳಿಗೆ ಸಂಬಂಧಿಸಿದ ದಾಖಲೆಗಳ ಪತ್ರಗಳನ್ನು ಕಛೇರಿಗೆ ಸಲ್ಲಿಸಿ ನಮೂನೆ-3 ಹಾಗೂ ನಮೂನೆ-3ಎ ಇ-ಖಾತಾ ನಮೂನೆಯನ್ನು ಪಡೆಯಬಹುದಾಗಿದೆ. <box>44 185 393 235</box>
website-link[interactable]: https://horticulturedir.karnataka.gov.in <box>44 1103 280 1121</box>
paragraph: ನಲ್ಲಿ ಅಥವಾ ತೋಟಗಾರಿಕೆ ಕಚೇರಿಯಲ್ಲಿ ಮಾರ್ಚ 1 ರಿಂದ 31 ರವರೆಗೆ ಪಡೆಯಬಹುದಾಗಿದೆ . ಹೆಚ್ಚಿನ ಮಾಹಿತಿಗಾಗಿ ಆಯಾ ಜಿಲ್ಲೆಯ ಸಹಾಯಕ ತೋಟಗಾರಿಕಾ ನಿರ್ದೇಶಕರು ( ರಾಜ್ಯ ವಲಯ) ಮತ್ತು ತಾಲೂಕು ಮಟ್ಟದ ತೋಟಗಾರಿಕೆ ಅಧಿಕಾರಿಗಳನ್ನು ಸಂಪರ್ಕಿಸಬಹುದಾಗಿದೆ. <box>44 1105 393 1174</box>
portrait-face <box>1391 2080 1460 2168</box>
paragraph: ಮುಖ್ಯ ಅತಿಥಿಗಳಾಗಿ ಮಾಜಿ ಮುಖ್ಯಮಂತ್ರಿಗಳು ಹಾಗೂ ಹಾವೇರಿ ಸಂಸದರಾದ ಬಸವರಾಜ ಬೊಮ್ಮಾಯಿ, ವಿಧಾನಸಭೆ ಮುಖ್ಯ ಸಚೇತಕರು ಹಾಗೂ ವಿಧಾನ ಪರಿಷತ್ ಸದಸ್ಯರಾದ ಸಲೀಂ ಅಹ್ಮದ್, ಕರ್ನಾಟಕ ವಿಧಾನ ಪರಿಷತ್ ಸದಸ್ಯರು ಹಾಗೂ ಶಾಸಕರು ಭಾಗವಹಿಸುವರು. <box>1134 1007 1490 1058</box>
crowd-figures <box>415 1560 874 1666</box>
section-rule <box>405 725 1500 730</box>
paragraph: ನಗರದ ಜಿಲ್ಲಾ ನ್ಯಾಯಾಲಯದಲ್ಲಿ ಗುರುವಾರ ಸುದ್ದಿಗೋಷ್ಠಿ ನಡೆಸಿ ಮಾತನಾಡಿದ ಅವರು ರಾಜೀ ಸಂಧಾನದಲ್ಲಿ ಪಾಲ್ಗೊಂಡು ತಮಗಾಗುವ ಆರ್ಥಿಕ ಹೊರೆ ಹಾಗೂ ಸಮಯ ಪೋಲಾಗುವುದನ್ನು ತಪ್ಪಿಸಲು ಸದುಪಯೋಗ ಪಡಿಸಿಕೊಳ್ಳಬೇಕೆಂದು ಹೇಳಿದರು. <box>408 348 684 417</box>
section-rule <box>1127 2347 1480 2353</box>
article-column <box>46 1876 303 2347</box>
paragraph: ಒಟ್ಟು 20227 ವಿವಿಧ ಚಾಲ್ತಿ ಪ್ರಕರಣಗಳಿದ್ದು 4719 ಪ್ರಕರಣಗಳನ್ನು ಗುರುತಿಸಿದ್ದು ಇದರಲ್ಲಿ ಸಿವಿಲ್ ದಾವೆಗಳು ಅಂದರೆ ಜಮೀನುಗಳಿಗೆ ಸಂಬಂಧಪಟ್ಟ ವ್ಯಾಜ್ಯಗಳು ಹಾಗೂ ಜಮೀನುಗಳ ಹಂಚಿಕೆ ಪ್ರಕರಣಗಳು, ಭೂಸ್ವಾಧೀನ ಪ್ರಕರಣಗಳು, ಬ್ಯಾಂಕ್ ವಸೂಲಾತಿ ಪ್ರಕರಣಗಳು, ರಸ್ತೆ ಅಪಘಾತ ಪ್ರಕರಣಗಳು, ಕೌಟುಂಬಿಕ ಪ್ರಕರಣಗಳು, ಚೆಕ್ ಅಮಾನ್ಯ ಪ್ರಕರಣಗಳು, ವಿದ್ಯುತ್ ಕಳ್ಳತನ ಪ್ರಕರಣಗಳು, ವೈವಾಹಿಕ ಪ್ರಕರಣಗಳು <box>690 504 926 626</box>
person-figure <box>976 288 1181 494</box>
article-column <box>408 201 684 723</box>
page-number: 5 <box>1499 38 1517 78</box>
section-rule <box>405 1467 1118 1473</box>
article-column <box>1196 201 1488 723</box>
issue-date: ಶುಕ್ರವಾರ 28, ಫೆಬ್ರುವರಿ 2025 <box>46 46 272 69</box>
paragraph: ಗದಗ 25 : ವಿದ್ಯಾದಾನ ಸಮಿತಿ ಗದಗ, ವ್ಹಿ.ಡಿ.ಎಸ್.ಟಿ.ಸಿ.ಬಾಲಕರ ಹಾಗೂ ವ್ಹಿ.ಡಿ.ಎಸ್. ಶ್ರೀಮತಿ ಎಸ್.ಪಿ. ಹುಯಿಲಗೋಳ ಬಾಲಕಿಯರ ಪ್ರೌಢಶಾಲೆ ಹಾಗೂ ಶಿಕ್ಷಣ ಇಲಾಖೆ ಗದಗ ಇವರ ಸಹಯೋಗದಲ್ಲಿ ರಾಜ್ಯ, ಜಿಲ್ಲೆ ಹಾಗೂ ಶಾಲಾ ಹಂತದಲ್ಲಿ ಎಸ್.ಎಸ್.ಎಲ್.ಸಿ. ಟಾಪರ್ ಆಗಿರುವ ಕುಮಾರಿ ಅಂಕಿತಾ ಬಿ. ಕೊಣ್ಣೂರ, ಕುಮಾರಿ ಸಮೃದ್ಧಿ ಎಸ್. ಶಿದ್ಲಿಂಗ್, ಕುಮಾರಿ ರೇವತಿ ಎನ್. ಉತ್ತರಕರ ಹಾಗೂ ಕುಮಾರ ಕುಶಾಲ ಎನ್. ಗೋಕಾವಿ ಇವರೊಂದಿಗೆ ಎಸ್.ಎಸ್.ಎಲ್.ಸಿ. ವಿದ್ಯಾರ್ಥಿಗಳ ವ್ಯಕ್ತಿತ್ವ ವಿಕಸನ, ಫಲಿತಾಂಶ ಸುಧಾರಣೆಗಾಗಿ ಪ್ರೇರಣೆ ಮತ್ತು ಸಂವಾದ ಕಾರ್ಯಕ್ರಮ ದಿ. 24-02-2025 ರ ಸೋಮವಾರ ವ್ಹಿ.ಡಿ.ಎಸ್. ಶ್ರೀಮತಿ ಎಂ.ಬಿ. ಹುಯಿಲಗೋಳ ಬಿ.ಎಡ್. ಕಾಲೇಜಿನ ಕಲಾ ಭವನದಲ್ಲಿ ಜರುಗಿತು. <box>46 1877 303 2071</box>
paragraph: ಪ್ರೇರಣೆಯಾಗಿರುವ ಎಸ್.ಎಸ್.ಎಲ್.ಸಿ. ಟಾಪರ್ ವಿದ್ಯಾರ್ಥಿಗಳನ್ನು ಸನ್ಮಾನಿಸಲಾಯಿತು. ರಾಜ್ಯಕ್ಕೆ ಪ್ರಥಮ ಸ್ಥಾನ ಪಡೆದ ಕುಮಾರಿ ಅಂಕಿತಾ ಬಿ. ಕೊಣ್ಣೂರರ ತಾಯಿಯವರಾದ ಶ್ರೀಮತಿ ಗೀತಾ ಬಿ. ಕೊಣ್ಣೂರರವರು ಭಾಗವಹಿಸಿದ್ದು ವಿಶೇಷವಾಗಿತ್ತು. ನನ್ನ ಮಗಳು ಉತ್ತಮ ನಡೆ-ನುಡಿ, ಅಧ್ಯಯನಶೀಲತೆ, ಶ್ರಮಭರಿತ ಅಭ್ಯಾಸದ ಕ್ರಮ, ಬರವಣಿಗೆ ರೀತಿ, ಓದುವ ಕ್ರಮ ನಿಮಗೆಲ್ಲ ಮಾದರಿ <box>46 2077 303 2181</box>
article-column <box>886 782 1116 955</box>
paragraph: ಜಿಲ್ಲಾ ಕಾನೂನು ಸೇವೆಗಳ ಸದಸ್ಯ ಕಾರ್ಯದರ್ಶಿಗಳಾದ ಸಿ.ಎಸ್.ಶಿವನಗೌಡ್ರ ಅವರು ಮಾತನಾಡಿ ಕಳೆದ ಡಿಸೆಂಬರ್-2024 ರಂದು ಜರುಗಿದ ಲೋಕ ಅದಾಲತ್ ನಲ್ಲಿ 3042 ಚಾಲ್ತಿ ಪ್ರಕರಣಗಳನ್ನು ಹಾಗೂ 31540 ವ್ಯಾಜ್ಯಪೂರ್ವ ಪ್ರಕರಣಗಳನ್ನು ಸೇರಿ ಒಟ್ಟು 34582 ಪ್ರಕರಣಗಳು ರಾಜೀ ಮೂಲಕ ಇತ್ಯರ್ಥವಾಗಿವೆ. ಇದರಲ್ಲಿ ವಿಶೇಷವಾಗಿ 17 ಕೌಟುಂಬಿಕ ಪ್ರಕರಣಗಳನ್ನು ಪುನಃ ಒಂದುಗೂಡಿಸಿ ಕಳುಹಿಸಲಾಗಿದೆ ಎಂದು ಹೇಳಿದರು. <box>1196 312 1488 417</box>
article-column <box>942 502 1180 721</box>
article-column <box>408 1676 630 1776</box>
paragraph: ಚಿತ್ರದುರ್ಗ: ನಗರದ ಬ್ಯಾಂಕ್ ಕಾಲೋನಿ ನಿವಾಸಿ ಹಾಗೂ ಮೆದೇಹಳ್ಳಿ <box>1134 2042 1372 2056</box>
paragraph: ಗದಗ: 2025-26 ನೇ ಸಾಲಿನ ಗದಗ ತೋಟಗಾರಿಕೆ ತರಬೇತಿ ಕೇಂದ್ರದಲ್ಲಿ ತರಬೇತಿ ಪಡೆಯಲು 2-5-2026 ರಿಂದ 28-2-2026 ರವರೆಗೆ ರೈತರ ಮಕ್ಕಳಿಗೆ 10 ತಿಂಗಳ ತೋಟಗಾರಿಕೆ ತರಬೇತಿಯನ್ನು ಹಮ್ಮಿಕೊಳ್ಳಲಾಗುವುದು. ಅರ್ಜಿಗಳನ್ನು ಮಾರ್ಚ 1 ರಿಂದ 31 ರವರೆಗೆ ವಿತರಿಸಲಾಗುವುದು. ಅರ್ಜಿಗಳನ್ನು ಸ್ವೀಕರಿಸುವ ಕೊನೆಯ ದಿನ ಏಪ್ರಿಲ್ 1 ಆಗಿದ್ದು ಏಪ್ರಿಲ್ 8 ರಂದು ಬೆ 11 ಗಂಟೆಗೆ ಗದಗ ಭೀಷ್ಮಕೆರೆ ಹತ್ತಿರದ ತೋಟಗಾರಿಕೆ ಉಪನಿರ್ದೇಶಕರ ಕಚೇರಿಯಲ್ಲಿ ಸಂದರ್ಶನ ನಡೆಸಲಾಗುವುದು. ಆಯ್ಕೆ ಪಟ್ಟಿಯನ್ನು ಏಪ್ರಿಲ್ 16 ರಂದು ಪ್ರಕಟಿಸಲಾಗುವುದು. ಅಭ್ಯರ್ಥಿಗಳು ಕನಿಷ್ಟ ಎಸ್.ಎಸ್.ಎಲ್.ಸಿ. ಉತ್ತೀರ್ಣರಾಗಿರಬೇಕು. ಅಭ್ಯರ್ಥಿ ತಂದೆ/ ತಾಯಿ/ ಪೋಷಕರು ಕಡ್ಡಾಯವಾಗಿ ಜಮೀನು ಹೊಂದಿರಬೇಕು. ಇದಕ್ಕೆ ಸಂಬಂಧಿಸಿದಂತೆ ಕಂದಾಯ ಇಲಾಖೆಯಿಂದ ದೃಢೀಕರಣ ಪತ್ರ ನೀಡುವುದು. ಇಲಾಖೆಯ ವೆಬ್ ಸೈಟ್ <box>44 941 393 1099</box>
article-column <box>863 1876 1120 2347</box>
